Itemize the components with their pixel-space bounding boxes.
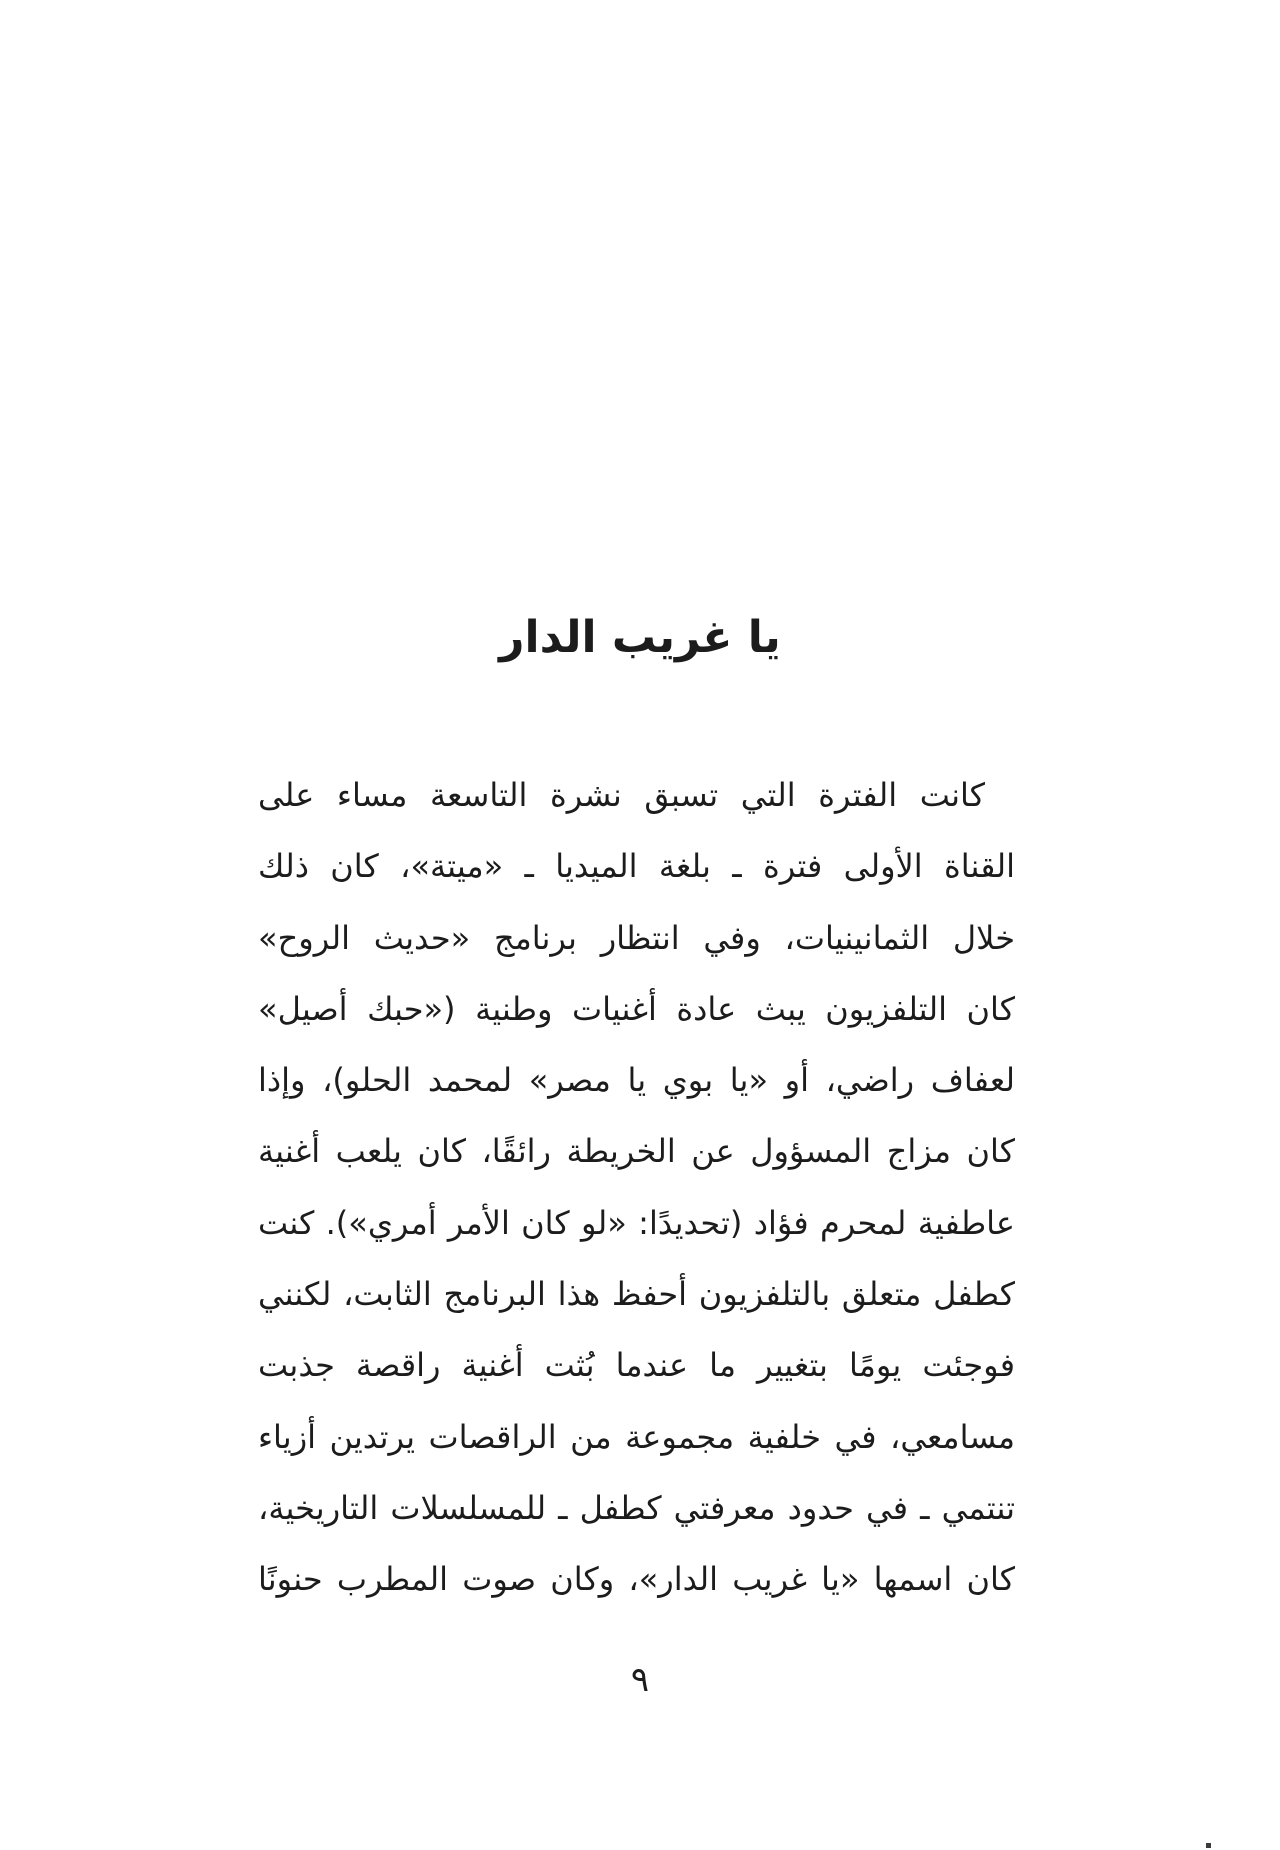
- paragraph-line: كان اسمها «يا غريب الدار»، وكان صوت المطرب حنونًا: [258, 1560, 1015, 1599]
- paragraph-line: كان مزاج المسؤول عن الخريطة رائقًا، كان يلعب أغنية: [258, 1132, 1015, 1171]
- page-number: ٩: [630, 1660, 650, 1700]
- paragraph-line: مسامعي، في خلفية مجموعة من الراقصات يرتدين أزياء: [258, 1417, 1015, 1456]
- paragraph-line: تنتمي ـ في حدود معرفتي كطفل ـ للمسلسلات التاريخية،: [258, 1488, 1015, 1527]
- chapter-title: يا غريب الدار: [499, 612, 781, 663]
- paragraph-line: القناة الأولى فترة ـ بلغة الميديا ـ «ميتة»، كان ذلك: [258, 847, 1015, 886]
- paragraph-line: كان التلفزيون يبث عادة أغنيات وطنية («حبك أصيل»: [258, 989, 1015, 1028]
- paragraph-line: خلال الثمانينيات، وفي انتظار برنامج «حديث الروح»: [258, 918, 1015, 957]
- scan-artifact-dot: [1206, 1843, 1211, 1848]
- chapter-paragraph: [258, 760, 1015, 1616]
- paragraph-line: فوجئت يومًا بتغيير ما عندما بُثت أغنية راقصة جذبت: [258, 1346, 1015, 1385]
- paragraph-line: عاطفية لمحرم فؤاد (تحديدًا: «لو كان الأمر أمري»). كنت: [258, 1203, 1015, 1242]
- paragraph-line: كطفل متعلق بالتلفزيون أحفظ هذا البرنامج الثابت، لكنني: [258, 1275, 1015, 1314]
- paragraph-line: لعفاف راضي، أو «يا بوي يا مصر» لمحمد الحلو)، وإذا: [258, 1061, 1015, 1100]
- paragraph-line: كانت الفترة التي تسبق نشرة التاسعة مساء على: [258, 776, 985, 814]
